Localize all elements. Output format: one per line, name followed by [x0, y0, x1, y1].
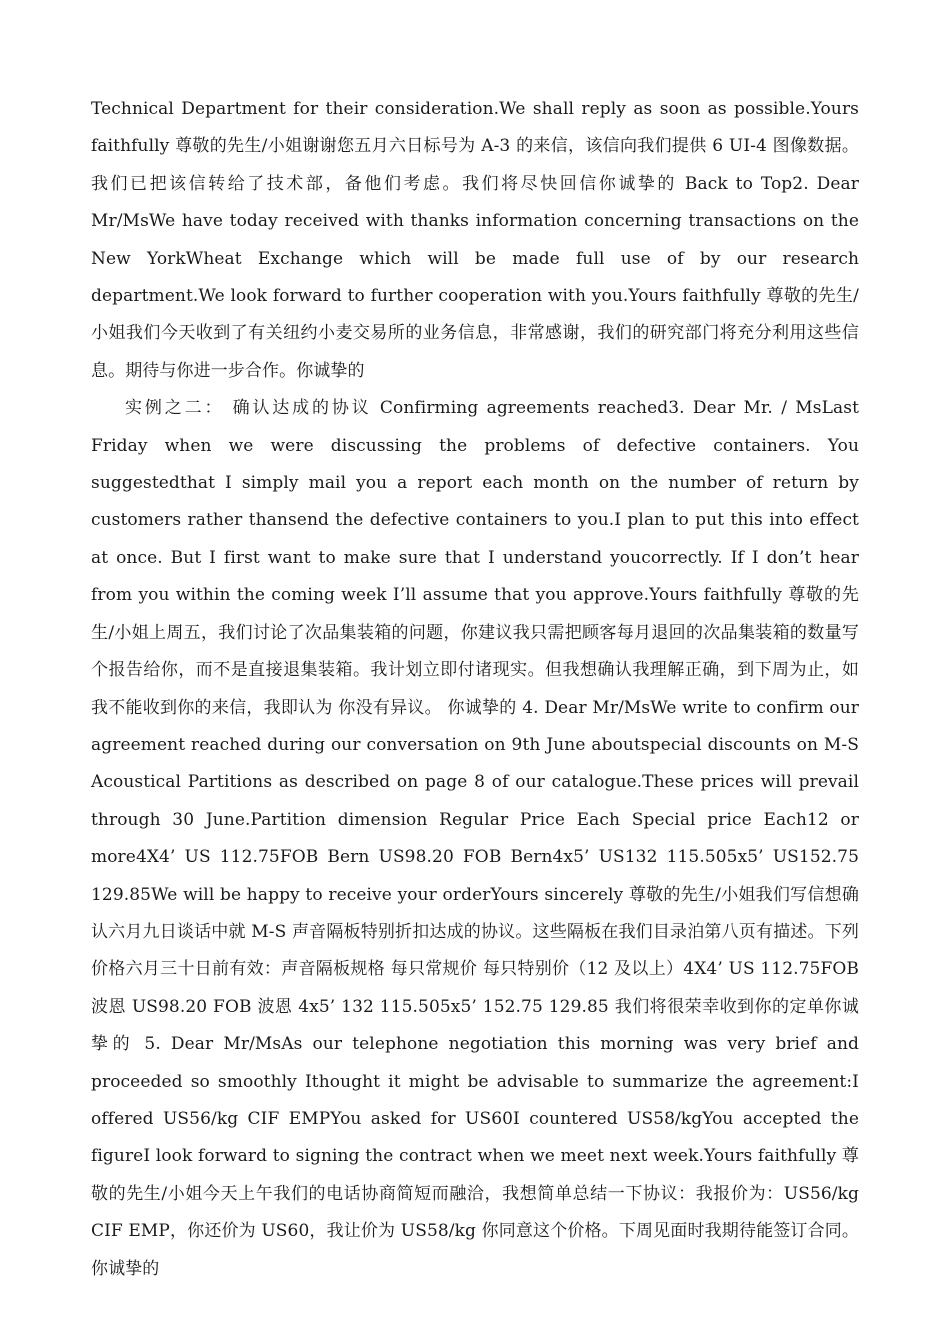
document-body — [91, 91, 859, 1288]
paragraph-letter-1-2: Technical Department for their consideration.We shall reply as soon as possible.Yours faithfully 尊敬的先生/小姐谢谢您五月六日标号为 A-3 的来信，该信向我们提供 6 UI-4 图像数据。我们已把该信转给了技术部，备他们考虑。我们将尽快回信你诚挚的 Back to Top2. Dear Mr/MsWe have today received with thanks information concerning transactions on the New YorkWheat Exchange which will be made full use of by our research department.We look forward to further cooperation with you.Yours faithfully 尊敬的先生/小姐我们今天收到了有关纽约小麦交易所的业务信息，非常感谢，我们的研究部门将充分利用这些信息。期待与你进一步合作。你诚挚的 — [91, 99, 859, 381]
paragraph-example-2-letters-3-5: 实例之二： 确认达成的协议 Confirming agreements reached3. Dear Mr. / MsLast Friday when we were discussing the problems of defective containers. You suggestedthat I simply mail you a report each month on the number of return by customers rather thansend the defective containers to you.I plan to put this into effect at once. But I first want to make sure that I understand youcorrectly. If I don’t hear from you within the coming week I’ll assume that you approve.Yours faithfully 尊敬的先生/小姐上周五，我们讨论了次品集装箱的问题，你建议我只需把顾客每月退回的次品集装箱的数量写个报告给你，而不是直接退集装箱。我计划立即付诸现实。但我想确认我理解正确，到下周为止，如我不能收到你的来信，我即认为 你没有异议。 你诚挚的 4. Dear Mr/MsWe write to confirm our agreement reached during our conversation on 9th June aboutspecial discounts on M-S Acoustical Partitions as described on page 8 of our catalogue.These prices will prevail through 30 June.Partition dimension Regular Price Each Special price Each12 or more4X4’ US 112.75FOB Bern US98.20 FOB Bern4x5’ US132 115.505x5’ US152.75 129.85We will be happy to receive your orderYours sincerely 尊敬的先生/小姐我们写信想确认六月九日谈话中就 M-S 声音隔板特别折扣达成的协议。这些隔板在我们目录泊第八页有描述。下列价格六月三十日前有效：声音隔板规格 每只常规价 每只特别价（12 及以上）4X4’ US 112.75FOB 波恩 US98.20 FOB 波恩 4x5’ 132 115.505x5’ 152.75 129.85 我们将很荣幸收到你的定单你诚挚的 5. Dear Mr/MsAs our telephone negotiation this morning was very brief and proceeded so smoothly Ithought it might be advisable to summarize the agreement:I offered US56/kg CIF EMPYou asked for US60I countered US58/kgYou accepted the figureI look forward to signing the contract when we meet next week.Yours faithfully 尊敬的先生/小姐今天上午我们的电话协商简短而融洽，我想简单总结一下协议：我报价为：US56/kg CIF EMP，你还价为 US60，我让价为 US58/kg 你同意这个价格。下周见面时我期待能签订合同。你诚挚的 — [91, 398, 859, 1279]
